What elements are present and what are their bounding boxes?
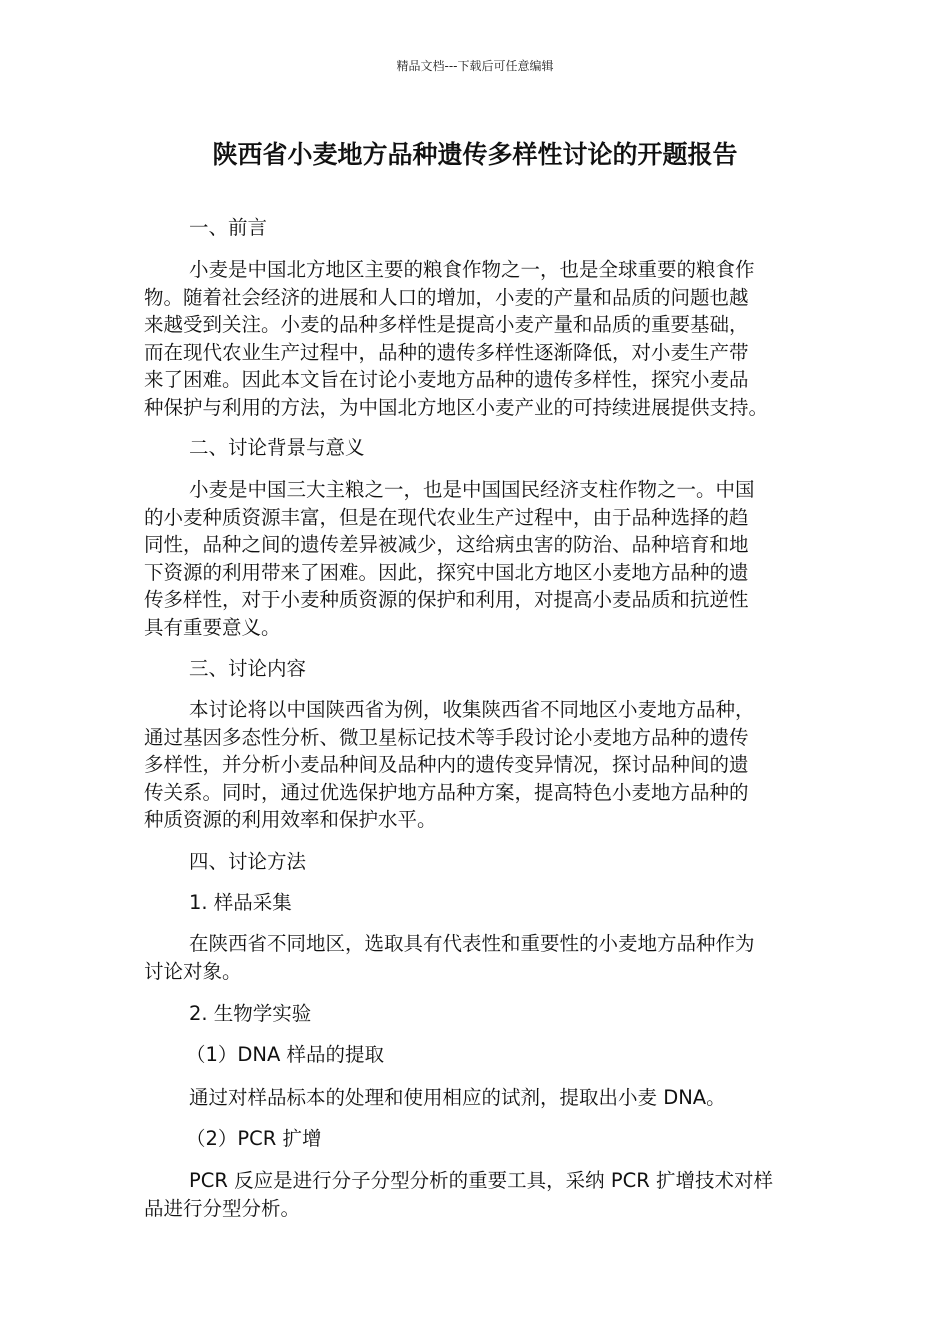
paragraph-line: 下资源的利用带来了困难。因此，探究中国北方地区小麦地方品种的遗 — [144, 560, 749, 584]
paragraph — [144, 476, 814, 641]
paragraph-line: 传多样性，对于小麦种质资源的保护和利用，对提高小麦品质和抗逆性 — [144, 588, 749, 611]
section-heading: 二、讨论背景与意义 — [189, 436, 365, 459]
paragraph-line: 品进行分型分析。 — [144, 1196, 301, 1220]
paragraph — [144, 696, 814, 834]
page-header-note: 精品文档---下载后可任意编辑 — [396, 59, 554, 73]
paragraph-line: 种质资源的利用效率和保护水平。 — [144, 808, 437, 831]
subsection-heading: 2. 生物学实验 — [189, 1002, 312, 1025]
paragraph-line: 来了困难。因此本文旨在讨论小麦地方品种的遗传多样性，探究小麦品 — [144, 368, 749, 391]
paragraph-line: 小麦是中国北方地区主要的粮食作物之一，也是全球重要的粮食作 — [189, 258, 755, 281]
paragraph-line: 具有重要意义。 — [144, 615, 281, 639]
paragraph-line: 而在现代农业生产过程中，品种的遗传多样性逐渐降低，对小麦生产带 — [144, 340, 749, 364]
paragraph — [144, 256, 814, 421]
paragraph-line: 物。随着社会经济的进展和人口的增加，小麦的产量和品质的问题也越 — [144, 285, 749, 309]
paragraph — [144, 930, 814, 985]
paragraph-line: 讨论对象。 — [144, 959, 242, 983]
paragraph-line: 通过对样品标本的处理和使用相应的试剂，提取出小麦 DNA。 — [189, 1086, 726, 1109]
document-title: 陕西省小麦地方品种遗传多样性讨论的开题报告 — [212, 140, 738, 169]
paragraph-line: 同性，品种之间的遗传差异被减少，这给病虫害的防治、品种培育和地 — [144, 533, 749, 556]
paragraph-line: PCR 反应是进行分子分型分析的重要工具，采纳 PCR 扩增技术对样 — [189, 1169, 773, 1192]
section-heading: 一、前言 — [189, 216, 268, 239]
paragraph-line: 来越受到关注。小麦的品种多样性是提高小麦产量和品质的重要基础， — [144, 313, 749, 336]
section-heading: 四、讨论方法 — [189, 850, 307, 873]
paragraph-line: 本讨论将以中国陕西省为例，收集陕西省不同地区小麦地方品种， — [189, 698, 755, 721]
subsection-heading: 1. 样品采集 — [189, 891, 292, 914]
paragraph-line: 传关系。同时，通过优选保护地方品种方案，提高特色小麦地方品种的 — [144, 780, 749, 804]
paragraph — [144, 1167, 814, 1222]
paragraph-line: 的小麦种质资源丰富，但是在现代农业生产过程中，由于品种选择的趋 — [144, 505, 749, 529]
paragraph-line: 在陕西省不同地区，选取具有代表性和重要性的小麦地方品种作为 — [189, 932, 755, 955]
section-heading: 三、讨论内容 — [189, 657, 307, 680]
subsubsection-heading: （2）PCR 扩增 — [186, 1127, 322, 1150]
paragraph-line: 通过基因多态性分析、微卫星标记技术等手段讨论小麦地方品种的遗传 — [144, 725, 749, 749]
paragraph-line: 种保护与利用的方法，为中国北方地区小麦产业的可持续进展提供支持。 — [144, 395, 769, 419]
paragraph-line: 多样性，并分析小麦品种间及品种内的遗传变异情况，探讨品种间的遗 — [144, 753, 749, 776]
paragraph-line: 小麦是中国三大主粮之一，也是中国国民经济支柱作物之一。中国 — [189, 478, 755, 501]
subsubsection-heading: （1）DNA 样品的提取 — [186, 1043, 385, 1066]
